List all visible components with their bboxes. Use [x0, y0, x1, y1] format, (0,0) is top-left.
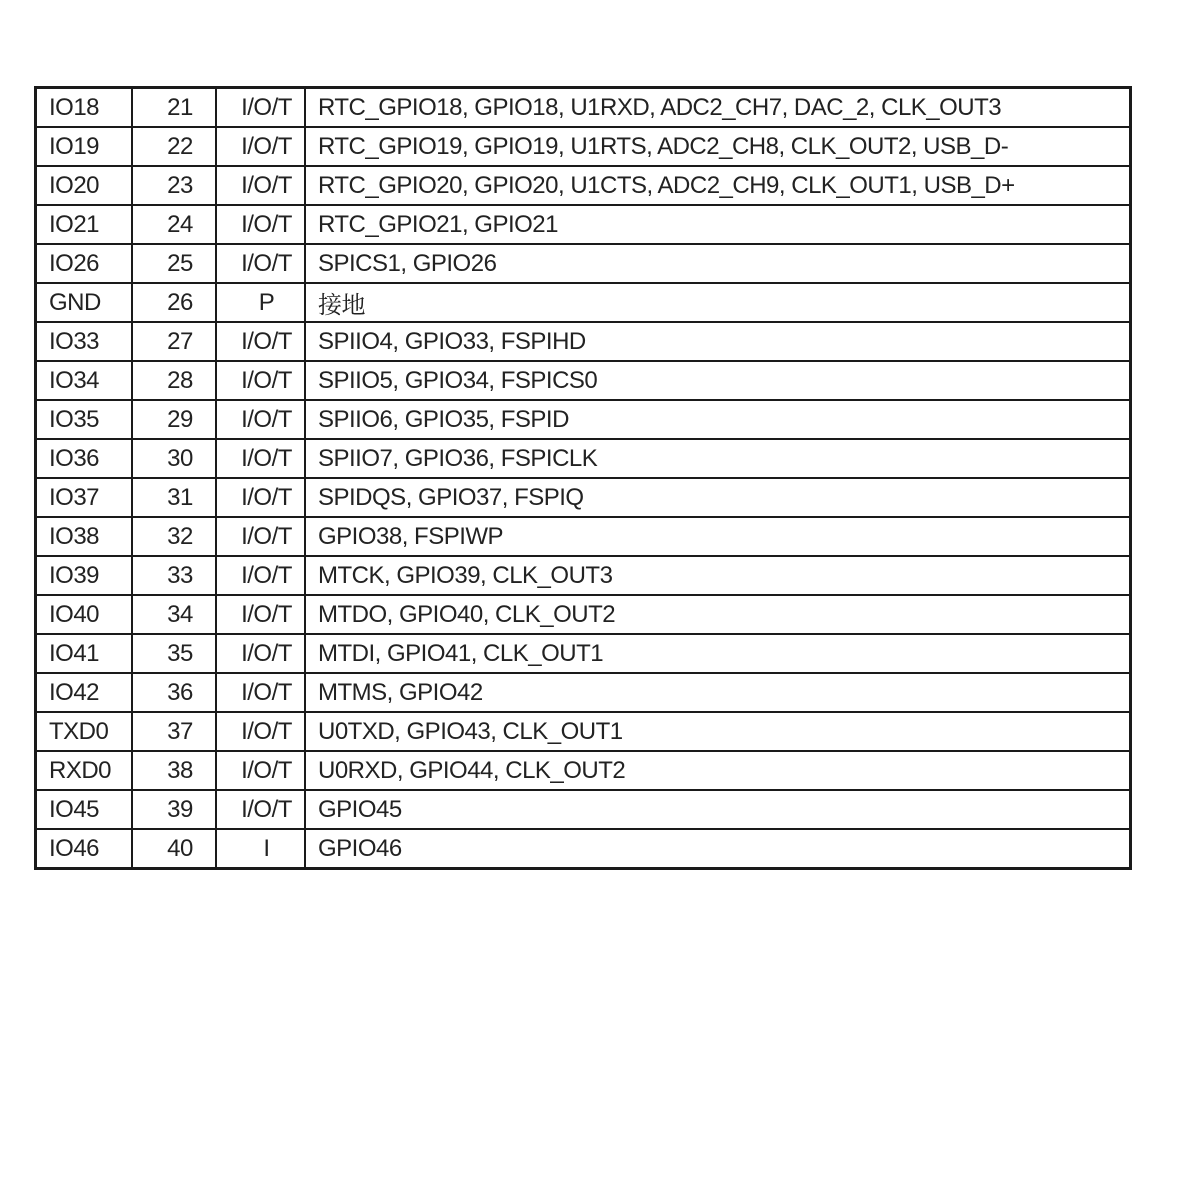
pin-functions-cell: MTCK, GPIO39, CLK_OUT3 [305, 556, 1131, 595]
table-row [36, 400, 1131, 439]
pin-number-cell: 40 [132, 829, 216, 869]
pin-type-cell: I/O/T [216, 517, 305, 556]
pin-name-cell: IO45 [36, 790, 133, 829]
table-row [36, 127, 1131, 166]
pin-type-cell: I/O/T [216, 439, 305, 478]
pin-name-cell: IO36 [36, 439, 133, 478]
table-row [36, 361, 1131, 400]
pin-number-cell: 39 [132, 790, 216, 829]
table-row [36, 166, 1131, 205]
pin-functions-cell: MTDI, GPIO41, CLK_OUT1 [305, 634, 1131, 673]
pin-table [34, 86, 1132, 870]
pin-type-cell: I/O/T [216, 88, 305, 128]
pin-name-cell: RXD0 [36, 751, 133, 790]
pin-name-cell: IO42 [36, 673, 133, 712]
pin-functions-cell: U0RXD, GPIO44, CLK_OUT2 [305, 751, 1131, 790]
pin-table-container [34, 86, 1132, 870]
pin-type-cell: I/O/T [216, 751, 305, 790]
table-row [36, 634, 1131, 673]
pin-functions-cell: RTC_GPIO19, GPIO19, U1RTS, ADC2_CH8, CLK_OUT2, USB_D- [305, 127, 1131, 166]
pin-type-cell: I/O/T [216, 712, 305, 751]
pin-type-cell: I/O/T [216, 127, 305, 166]
pin-number-cell: 23 [132, 166, 216, 205]
pin-functions-cell: GPIO45 [305, 790, 1131, 829]
pin-type-cell: I/O/T [216, 166, 305, 205]
pin-name-cell: IO46 [36, 829, 133, 869]
table-row [36, 829, 1131, 869]
pin-name-cell: IO40 [36, 595, 133, 634]
pin-name-cell: IO37 [36, 478, 133, 517]
pin-name-cell: IO20 [36, 166, 133, 205]
pin-functions-cell: SPIIO4, GPIO33, FSPIHD [305, 322, 1131, 361]
pin-type-cell: I/O/T [216, 205, 305, 244]
table-row [36, 556, 1131, 595]
pin-number-cell: 24 [132, 205, 216, 244]
pin-type-cell: I/O/T [216, 790, 305, 829]
table-row [36, 790, 1131, 829]
pin-table-body [36, 88, 1131, 869]
pin-functions-cell: MTDO, GPIO40, CLK_OUT2 [305, 595, 1131, 634]
table-row [36, 205, 1131, 244]
pin-number-cell: 25 [132, 244, 216, 283]
pin-name-cell: IO26 [36, 244, 133, 283]
pin-name-cell: IO34 [36, 361, 133, 400]
pin-type-cell: I/O/T [216, 322, 305, 361]
pin-number-cell: 36 [132, 673, 216, 712]
pin-type-cell: I [216, 829, 305, 869]
pin-name-cell: TXD0 [36, 712, 133, 751]
pin-functions-cell: 接地 [305, 283, 1131, 322]
pin-name-cell: IO35 [36, 400, 133, 439]
table-row [36, 673, 1131, 712]
pin-name-cell: IO39 [36, 556, 133, 595]
pin-number-cell: 38 [132, 751, 216, 790]
table-row [36, 88, 1131, 128]
pin-functions-cell: RTC_GPIO18, GPIO18, U1RXD, ADC2_CH7, DAC_2, CLK_OUT3 [305, 88, 1131, 128]
pin-functions-cell: GPIO38, FSPIWP [305, 517, 1131, 556]
pin-number-cell: 33 [132, 556, 216, 595]
pin-name-cell: GND [36, 283, 133, 322]
table-row [36, 712, 1131, 751]
pin-number-cell: 21 [132, 88, 216, 128]
table-row [36, 595, 1131, 634]
pin-number-cell: 28 [132, 361, 216, 400]
pin-functions-cell: SPIDQS, GPIO37, FSPIQ [305, 478, 1131, 517]
pin-name-cell: IO21 [36, 205, 133, 244]
pin-number-cell: 34 [132, 595, 216, 634]
pin-number-cell: 37 [132, 712, 216, 751]
pin-type-cell: I/O/T [216, 361, 305, 400]
pin-functions-cell: SPICS1, GPIO26 [305, 244, 1131, 283]
pin-functions-cell: SPIIO5, GPIO34, FSPICS0 [305, 361, 1131, 400]
pin-number-cell: 27 [132, 322, 216, 361]
pin-type-cell: I/O/T [216, 595, 305, 634]
pin-number-cell: 26 [132, 283, 216, 322]
pin-number-cell: 22 [132, 127, 216, 166]
pin-type-cell: I/O/T [216, 400, 305, 439]
pin-name-cell: IO33 [36, 322, 133, 361]
pin-number-cell: 30 [132, 439, 216, 478]
pin-name-cell: IO38 [36, 517, 133, 556]
pin-number-cell: 32 [132, 517, 216, 556]
pin-functions-cell: SPIIO6, GPIO35, FSPID [305, 400, 1131, 439]
pin-type-cell: I/O/T [216, 673, 305, 712]
table-row [36, 322, 1131, 361]
pin-type-cell: I/O/T [216, 478, 305, 517]
table-row [36, 517, 1131, 556]
pin-type-cell: I/O/T [216, 634, 305, 673]
pin-functions-cell: U0TXD, GPIO43, CLK_OUT1 [305, 712, 1131, 751]
table-row [36, 439, 1131, 478]
table-row [36, 244, 1131, 283]
pin-functions-cell: RTC_GPIO20, GPIO20, U1CTS, ADC2_CH9, CLK_OUT1, USB_D+ [305, 166, 1131, 205]
table-row [36, 478, 1131, 517]
pin-functions-cell: GPIO46 [305, 829, 1131, 869]
table-row [36, 283, 1131, 322]
table-row [36, 751, 1131, 790]
pin-number-cell: 35 [132, 634, 216, 673]
pin-functions-cell: RTC_GPIO21, GPIO21 [305, 205, 1131, 244]
pin-number-cell: 31 [132, 478, 216, 517]
pin-functions-cell: SPIIO7, GPIO36, FSPICLK [305, 439, 1131, 478]
pin-type-cell: P [216, 283, 305, 322]
pin-name-cell: IO41 [36, 634, 133, 673]
pin-number-cell: 29 [132, 400, 216, 439]
pin-type-cell: I/O/T [216, 244, 305, 283]
pin-functions-cell: MTMS, GPIO42 [305, 673, 1131, 712]
pin-name-cell: IO19 [36, 127, 133, 166]
pin-type-cell: I/O/T [216, 556, 305, 595]
pin-name-cell: IO18 [36, 88, 133, 128]
